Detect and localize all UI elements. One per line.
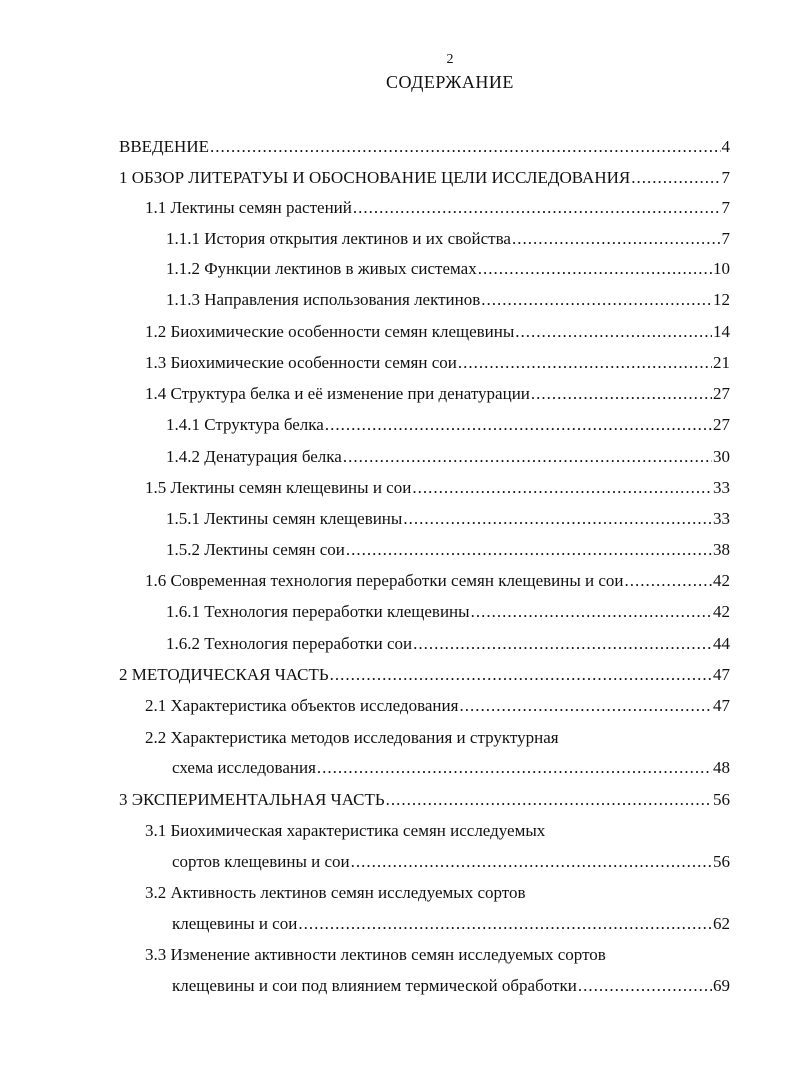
toc-entry[interactable] — [166, 634, 730, 656]
page-title: СОДЕРЖАНИЕ — [386, 72, 514, 92]
toc-entry-page: 7 — [721, 229, 730, 248]
toc-entry-page: 30 — [713, 447, 730, 466]
leader-dots — [531, 384, 712, 404]
leader-dots — [512, 229, 721, 249]
toc-entry[interactable] — [145, 571, 730, 593]
toc-entry[interactable] — [172, 976, 730, 998]
leader-dots — [386, 790, 712, 810]
toc-entry[interactable] — [119, 137, 730, 159]
toc-entry-text: 1.6.1 Технология переработки клещевины — [166, 602, 470, 621]
toc-entry-page: 33 — [713, 509, 730, 528]
leader-dots — [346, 540, 712, 560]
toc-entry-text: 1.2 Биохимические особенности семян клещевины — [145, 322, 515, 341]
leader-dots — [412, 478, 712, 498]
toc-entry-text: схема исследования — [172, 758, 316, 777]
toc-entry[interactable] — [166, 415, 730, 437]
toc-entry-text: 3 ЭКСПЕРИМЕНТАЛЬНАЯ ЧАСТЬ — [119, 790, 385, 809]
leader-dots — [478, 259, 712, 279]
toc-entry-text: 1.5.1 Лектины семян клещевины — [166, 509, 403, 528]
toc-entry[interactable] — [145, 696, 730, 718]
toc-entry-text: 1.6.2 Технология переработки сои — [166, 634, 413, 653]
leader-dots — [298, 914, 712, 934]
toc-entry-text: 2 МЕТОДИЧЕСКАЯ ЧАСТЬ — [119, 665, 329, 684]
toc-entry-heading[interactable]: 3.2 Активность лектинов семян исследуемых сортов — [145, 883, 526, 902]
leader-dots — [413, 634, 712, 654]
leader-dots — [481, 290, 712, 310]
leader-dots — [459, 696, 712, 716]
toc-entry-page: 21 — [713, 353, 730, 372]
toc-entry[interactable] — [166, 259, 730, 281]
toc-entry-page: 10 — [713, 259, 730, 278]
leader-dots — [353, 198, 721, 218]
toc-entry-page: 27 — [713, 415, 730, 434]
toc-entry-page: 12 — [713, 290, 730, 309]
leader-dots — [578, 976, 712, 996]
toc-entry-text: 1.6 Современная технология переработки семян клещевины и сои — [145, 571, 624, 590]
toc-entry-page: 47 — [713, 665, 730, 684]
leader-dots — [210, 137, 721, 157]
toc-entry-text: 1.5 Лектины семян клещевины и сои — [145, 478, 412, 497]
toc-entry-text: 1.4.1 Структура белка — [166, 415, 324, 434]
leader-dots — [403, 509, 712, 529]
leader-dots — [351, 852, 712, 872]
toc-entry-text: 1.5.2 Лектины семян сои — [166, 540, 345, 559]
toc-entry-page: 42 — [713, 602, 730, 621]
toc-entry[interactable] — [166, 447, 730, 469]
toc-entry[interactable] — [145, 478, 730, 500]
toc-entry-page: 44 — [713, 634, 730, 653]
toc-entry[interactable] — [166, 290, 730, 312]
leader-dots — [515, 322, 712, 342]
toc-entry-text: 1.1 Лектины семян растений — [145, 198, 352, 217]
toc-entry-heading[interactable]: 2.2 Характеристика методов исследования и структурная — [145, 728, 559, 747]
leader-dots — [343, 447, 712, 467]
toc-entry-page: 7 — [721, 198, 730, 217]
leader-dots — [631, 168, 720, 188]
toc-entry[interactable] — [119, 665, 730, 687]
toc-entry-page: 27 — [713, 384, 730, 403]
page-number: 2 — [446, 52, 454, 67]
toc-entry-text: 1.1.2 Функции лектинов в живых системах — [166, 259, 477, 278]
toc-entry-page: 38 — [713, 540, 730, 559]
leader-dots — [625, 571, 713, 591]
toc-entry-text: 1.4.2 Денатурация белка — [166, 447, 342, 466]
toc-entry[interactable] — [145, 198, 730, 220]
toc-entry[interactable] — [166, 602, 730, 624]
toc-entry-text: 1.3 Биохимические особенности семян сои — [145, 353, 457, 372]
toc-entry[interactable] — [166, 540, 730, 562]
toc-entry-text: клещевины и сои — [172, 914, 298, 933]
toc-entry-page: 47 — [713, 696, 730, 715]
toc-entry-page: 14 — [713, 322, 730, 341]
toc-entry[interactable] — [172, 852, 730, 874]
toc-entry-heading[interactable]: 3.1 Биохимическая характеристика семян исследуемых — [145, 821, 546, 840]
toc-entry-page: 33 — [713, 478, 730, 497]
leader-dots — [330, 665, 712, 685]
toc-entry-page: 56 — [713, 790, 730, 809]
toc-entry-text: клещевины и сои под влиянием термической обработки — [172, 976, 577, 995]
toc-entry[interactable] — [145, 384, 730, 406]
toc-entry[interactable] — [145, 353, 730, 375]
toc-entry-text: 1.1.1 История открытия лектинов и их свойства — [166, 229, 511, 248]
toc-entry-text: сортов клещевины и сои — [172, 852, 350, 871]
leader-dots — [471, 602, 712, 622]
leader-dots — [325, 415, 712, 435]
toc-entry[interactable] — [166, 509, 730, 531]
toc-entry[interactable] — [172, 758, 730, 780]
toc-entry[interactable] — [119, 790, 730, 812]
toc-entry-text: ВВЕДЕНИЕ — [119, 137, 209, 156]
leader-dots — [458, 353, 712, 373]
toc-entry[interactable] — [119, 168, 730, 190]
toc-entry-page: 69 — [713, 976, 730, 995]
toc-entry[interactable] — [166, 229, 730, 251]
toc-entry[interactable] — [172, 914, 730, 936]
toc-entry-text: 1 ОБЗОР ЛИТЕРАТУЫ И ОБОСНОВАНИЕ ЦЕЛИ ИССЛЕДОВАНИЯ — [119, 168, 631, 187]
toc-entry-page: 48 — [713, 758, 730, 777]
toc-entry-page: 62 — [713, 914, 730, 933]
toc-entry-text: 1.4 Структура белка и её изменение при денатурации — [145, 384, 530, 403]
leader-dots — [317, 758, 712, 778]
toc-entry-text: 2.1 Характеристика объектов исследования — [145, 696, 459, 715]
toc-entry-page: 7 — [721, 168, 730, 187]
toc-entry-page: 56 — [713, 852, 730, 871]
toc-entry-page: 4 — [721, 137, 730, 156]
toc-entry-page: 42 — [713, 571, 730, 590]
toc-entry-heading[interactable]: 3.3 Изменение активности лектинов семян исследуемых сортов — [145, 945, 606, 964]
toc-entry[interactable] — [145, 322, 730, 344]
toc-entry-text: 1.1.3 Направления использования лектинов — [166, 290, 481, 309]
